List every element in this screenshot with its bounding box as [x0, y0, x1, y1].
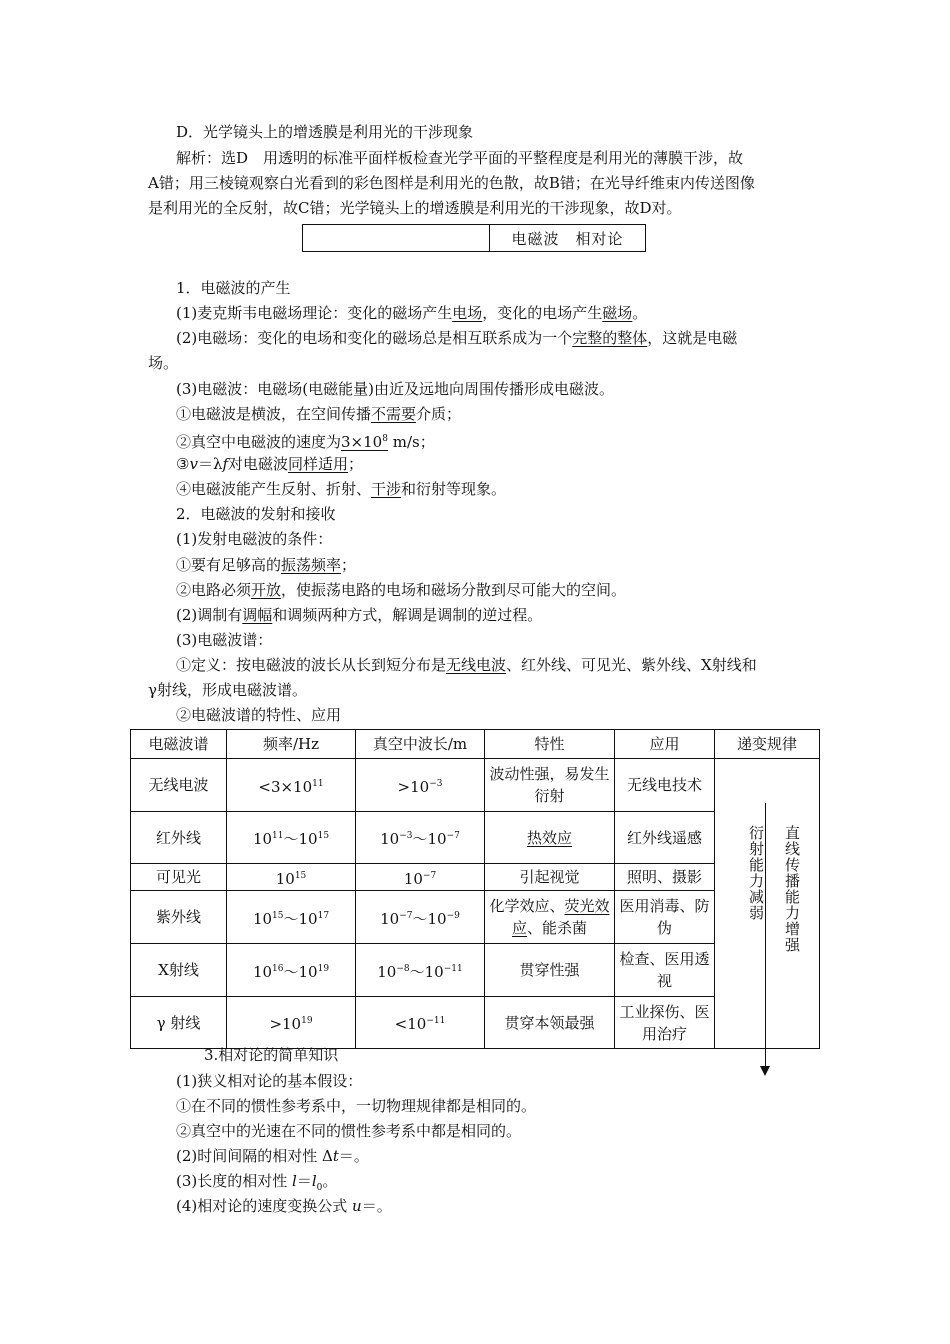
cell-name: 红外线: [131, 812, 227, 864]
cell-prop: 引起视觉: [485, 864, 615, 891]
s2-p2: (2)调制有调幅和调频两种方式，解调是调制的逆过程。: [176, 606, 543, 624]
s3-p3: (3)长度的相对性 $l=l_0$。: [176, 1172, 338, 1193]
cell-app: 检查、医用透视: [615, 944, 715, 997]
blank-answer: $3\times 10^8$: [341, 433, 388, 451]
option-d: D．光学镜头上的增透膜是利用光的干涉现象: [176, 123, 474, 141]
cell-rule: [715, 759, 820, 1049]
s3-p1: (1)狭义相对论的基本假设：: [176, 1072, 363, 1090]
blank-answer: 完整的整体: [572, 329, 648, 347]
cell-prop: 波动性强，易发生衍射: [485, 759, 615, 812]
blank-answer: 干涉: [371, 480, 402, 498]
cell-prop: 热效应: [485, 812, 615, 864]
s3-assumption-1: ①在不同的惯性参考系中，一切物理规律都是相同的。: [176, 1097, 537, 1115]
cell-name: 紫外线: [131, 891, 227, 944]
cell-app: 红外线遥感: [615, 812, 715, 864]
s2-p1: (1)发射电磁波的条件：: [176, 530, 333, 548]
blank-answer: 无线电波: [446, 656, 507, 674]
s1-item-2: ②真空中电磁波的速度为$3\times 10^8$ m/s；: [176, 433, 435, 451]
cell-prop: 化学效应、荧光效应、能杀菌: [485, 891, 615, 944]
s1-title: 1．电磁波的产生: [176, 279, 291, 297]
s1-p1: (1)麦克斯韦电磁场理论：变化的磁场产生电场，变化的电场产生磁场。: [176, 304, 648, 322]
cell-app: 工业探伤、医用治疗: [615, 997, 715, 1049]
blank-answer: 调幅: [242, 606, 273, 624]
section-header-blank: [303, 225, 490, 251]
cell-freq: $<3\times 10^{11}$: [227, 759, 356, 812]
s1-p2: (2)电磁场：变化的电场和变化的磁场总是相互联系成为一个完整的整体，这就是电磁: [176, 329, 738, 347]
s1-p3: (3)电磁波：电磁场(电磁能量)由近及远地向周围传播形成电磁波。: [176, 380, 614, 398]
cell-wave: $10^{-8}\sim 10^{-11}$: [356, 944, 485, 997]
s1-p2-cont: 场。: [148, 354, 179, 372]
s2-table-caption: ②电磁波谱的特性、应用: [176, 706, 342, 724]
s1-item-4: ④电磁波能产生反射、折射、干涉和衍射等现象。: [176, 480, 507, 498]
table-header: 特性: [485, 730, 615, 759]
blank-answer: 不需要: [371, 405, 417, 423]
cell-wave: $10^{-3}\sim 10^{-7}$: [356, 812, 485, 864]
cell-app: 无线电技术: [615, 759, 715, 812]
s3-p4: (4)相对论的速度变换公式 u＝。: [176, 1197, 392, 1215]
s3-assumption-2: ②真空中的光速在不同的惯性参考系中都是相同的。: [176, 1122, 522, 1140]
s2-title: 2．电磁波的发射和接收: [176, 505, 336, 523]
s1-item-1: ①电磁波是横波，在空间传播不需要介质；: [176, 405, 462, 423]
s2-p3: (3)电磁波谱：: [176, 631, 273, 649]
table-header: 应用: [615, 730, 715, 759]
table-row: [131, 759, 820, 812]
cell-name: γ 射线: [131, 997, 227, 1049]
cell-wave: $<10^{-11}$: [356, 997, 485, 1049]
section-header-box: [302, 224, 646, 252]
cell-name: 可见光: [131, 864, 227, 891]
s3-p2: (2)时间间隔的相对性 Δt＝。: [176, 1147, 369, 1165]
cell-app: 医用消毒、防伪: [615, 891, 715, 944]
cell-freq: $10^{15}\sim 10^{17}$: [227, 891, 356, 944]
cell-app: 照明、摄影: [615, 864, 715, 891]
table-header: 递变规律: [715, 730, 820, 759]
s2-cond-2: ②电路必须开放，使振荡电路的电场和磁场分散到尽可能大的空间。: [176, 581, 627, 599]
table-header-row: [131, 730, 820, 759]
s2-definition: ①定义：按电磁波的波长从长到短分布是无线电波、红外线、可见光、紫外线、X射线和: [176, 656, 757, 674]
cell-freq: $>10^{19}$: [227, 997, 356, 1049]
cell-freq: $10^{11}\sim 10^{15}$: [227, 812, 356, 864]
analysis-line-1: 解析：选D 用透明的标准平面样板检查光学平面的平整程度是利用光的薄膜干涉，故: [176, 149, 744, 167]
cell-wave: $10^{-7}\sim 10^{-9}$: [356, 891, 485, 944]
cell-wave: $10^{-7}$: [356, 864, 485, 891]
cell-wave: $>10^{-3}$: [356, 759, 485, 812]
cell-freq: $10^{15}$: [227, 864, 356, 891]
table-header: 频率/Hz: [227, 730, 356, 759]
trend-arrow-line: [765, 803, 766, 1067]
s2-cond-1: ①要有足够高的振荡频率；: [176, 556, 357, 574]
s3-title: 3.相对论的简单知识: [204, 1046, 339, 1064]
rule-right-text: 直线传播能力增强: [783, 825, 801, 953]
blank-answer: 电场: [452, 304, 483, 322]
analysis-line-3: 是利用光的全反射，故C错；光学镜头上的增透膜是利用光的干涉现象，故D对。: [148, 199, 682, 217]
section-header-title: 电磁波 相对论: [511, 229, 624, 248]
spectrum-table: [130, 729, 820, 1049]
cell-freq: $10^{16}\sim 10^{19}$: [227, 944, 356, 997]
rule-left-text: 衍射能力减弱: [747, 825, 765, 921]
blank-answer: 开放: [251, 581, 282, 599]
blank-answer: 振荡频率: [281, 556, 342, 574]
cell-prop: 贯穿本领最强: [485, 997, 615, 1049]
cell-name: 无线电波: [131, 759, 227, 812]
s2-definition-cont: γ射线，形成电磁波谱。: [148, 681, 307, 699]
blank-answer: 磁场: [602, 304, 633, 322]
cell-name: X射线: [131, 944, 227, 997]
analysis-line-2: A错；用三棱镜观察白光看到的彩色图样是利用光的色散，故B错；在光导纤维束内传送图像: [148, 174, 755, 192]
s1-item-3: ③v＝λf对电磁波同样适用；: [176, 455, 364, 473]
cell-prop: 贯穿性强: [485, 944, 615, 997]
table-header: 电磁波谱: [131, 730, 227, 759]
blank-answer: 同样适用: [288, 455, 349, 473]
table-header: 真空中波长/m: [356, 730, 485, 759]
trend-arrow-icon: [760, 1066, 770, 1076]
